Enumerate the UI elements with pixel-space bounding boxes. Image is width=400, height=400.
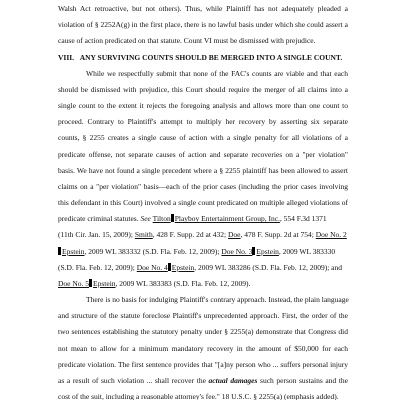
citation-line bbox=[58, 263, 348, 273]
citation-text: , 2009 WL 383383 (S.D. Fla. Feb. 12, 2009). bbox=[115, 278, 251, 288]
citation-text: , 478 F. Supp. 2d at 754; bbox=[240, 230, 314, 240]
case-name: Epstein bbox=[256, 246, 279, 256]
citation-signal: See bbox=[140, 214, 151, 224]
body-text: such person sustains and the bbox=[260, 375, 348, 385]
citation-line bbox=[58, 247, 348, 257]
paragraph-line: claims on a "per violation" basis—each of the prior cases (including the prior cases involving bbox=[58, 181, 348, 191]
citation-line bbox=[58, 279, 348, 289]
case-name: Smith bbox=[134, 230, 153, 240]
citation-text: (11th Cir. Jan. 15, 2009); bbox=[58, 230, 133, 240]
paragraph-line: single count to the extent it rejects the foregoing analysis and allows more than one count to bbox=[58, 101, 348, 110]
paragraph-line: predicate offense, not separate causes of action and separate recoveries on a "per violation" bbox=[58, 149, 348, 159]
redaction-mark bbox=[89, 279, 92, 287]
redaction-mark bbox=[171, 214, 174, 222]
paragraph-line: basis. We have not found a single precedent where a § 2255 plaintiff has been allowed to assert bbox=[58, 165, 348, 175]
citation-text: , 428 F. Supp. 2d at 432; bbox=[152, 230, 227, 240]
paragraph-line: and structure of the statute foreclose Plaintiff's unprecedented approach. First, the order of the bbox=[58, 311, 348, 321]
citation-line bbox=[58, 230, 348, 240]
emphasized-text: actual damages bbox=[208, 375, 258, 385]
redaction-mark bbox=[252, 247, 255, 255]
citation-text: , 554 F.3d 1371 bbox=[279, 214, 327, 224]
redaction-mark bbox=[168, 263, 171, 271]
citation-text: (S.D. Fla. Feb. 12, 2009); bbox=[58, 262, 135, 272]
citation-text: , 2009 WL 383332 (S.D. Fla. Feb. 12, 2009); bbox=[84, 246, 220, 256]
redaction-mark bbox=[58, 247, 61, 255]
paragraph-line: While we respectfully submit that none of the FAC's counts are viable and that each bbox=[86, 68, 348, 78]
paragraph-line: this defendant in this Court) involved a single count predicated on multiple alleged violations of bbox=[58, 198, 348, 207]
case-name: Doe No. 2 bbox=[315, 230, 347, 240]
citation-text: , 2009 WL 383330 bbox=[278, 246, 336, 256]
paragraph-line: Walsh Act retroactive, but not others). Thus, while Plaintiff has not adequately pleaded a bbox=[58, 4, 348, 13]
paragraph-line: There is no basis for indulging Plaintiff's contrary approach. Instead, the plain language bbox=[86, 295, 349, 304]
paragraph-line: predicate violation. The first sentence provides that "[a]ny person who ... suffers personal injury bbox=[58, 359, 348, 369]
citation-text: , 2009 WL 383286 (S.D. Fla. Feb. 12, 2009); and bbox=[194, 262, 342, 272]
case-name: Tilton bbox=[152, 214, 171, 224]
paragraph-line: not mean to allow for a minimum mandatory recovery in the amount of $50,000 for each bbox=[58, 343, 348, 353]
paragraph-line: counts, § 2255 creates a single cause of action with a single penalty for all violations of a bbox=[58, 133, 348, 143]
case-name: Doe No. 4 bbox=[136, 262, 168, 272]
case-name: Doe No. 3 bbox=[221, 246, 253, 256]
paragraph-line bbox=[58, 376, 348, 386]
paragraph-line: cost of the suit, including a reasonable attorney's fee." 18 U.S.C. § 2255(a) (emphasis added). bbox=[58, 392, 339, 400]
case-name: Epstein bbox=[171, 262, 195, 272]
case-name: Doe No. 5 bbox=[58, 278, 90, 288]
paragraph-line: two sentences establishing the statutory penalty under § 2255(a) demonstrate that Congress did bbox=[58, 327, 348, 337]
section-number: VIII. bbox=[58, 52, 75, 62]
section-title: ANY SURVIVING COUNTS SHOULD BE MERGED INTO A SINGLE COUNT. bbox=[79, 52, 343, 62]
case-name: Epstein bbox=[93, 278, 116, 288]
section-heading bbox=[58, 53, 342, 63]
citation-text: predicate criminal statutes. bbox=[58, 214, 139, 224]
body-text: as a result of such violation ... shall recover the bbox=[58, 375, 206, 385]
paragraph-line: cause of action predicated on that statute. Count VI must be dismissed with prejudice. bbox=[58, 36, 316, 46]
citation-line bbox=[58, 214, 348, 224]
case-name: Epstein bbox=[62, 246, 85, 256]
paragraph-line: should be dismissed with prejudice, this Court should require the merger of all claims into a bbox=[58, 84, 348, 94]
case-name: Doe bbox=[228, 230, 241, 240]
paragraph-line: violation of § 2252A(g) in the first place, there is no lawful basis under which she could assert a bbox=[58, 20, 348, 30]
paragraph-line: proceed. Contrary to Plaintiff's attempt to multiply her recovery by asserting six separate bbox=[58, 117, 348, 127]
case-name: Playboy Entertainment Group, Inc. bbox=[174, 214, 280, 224]
